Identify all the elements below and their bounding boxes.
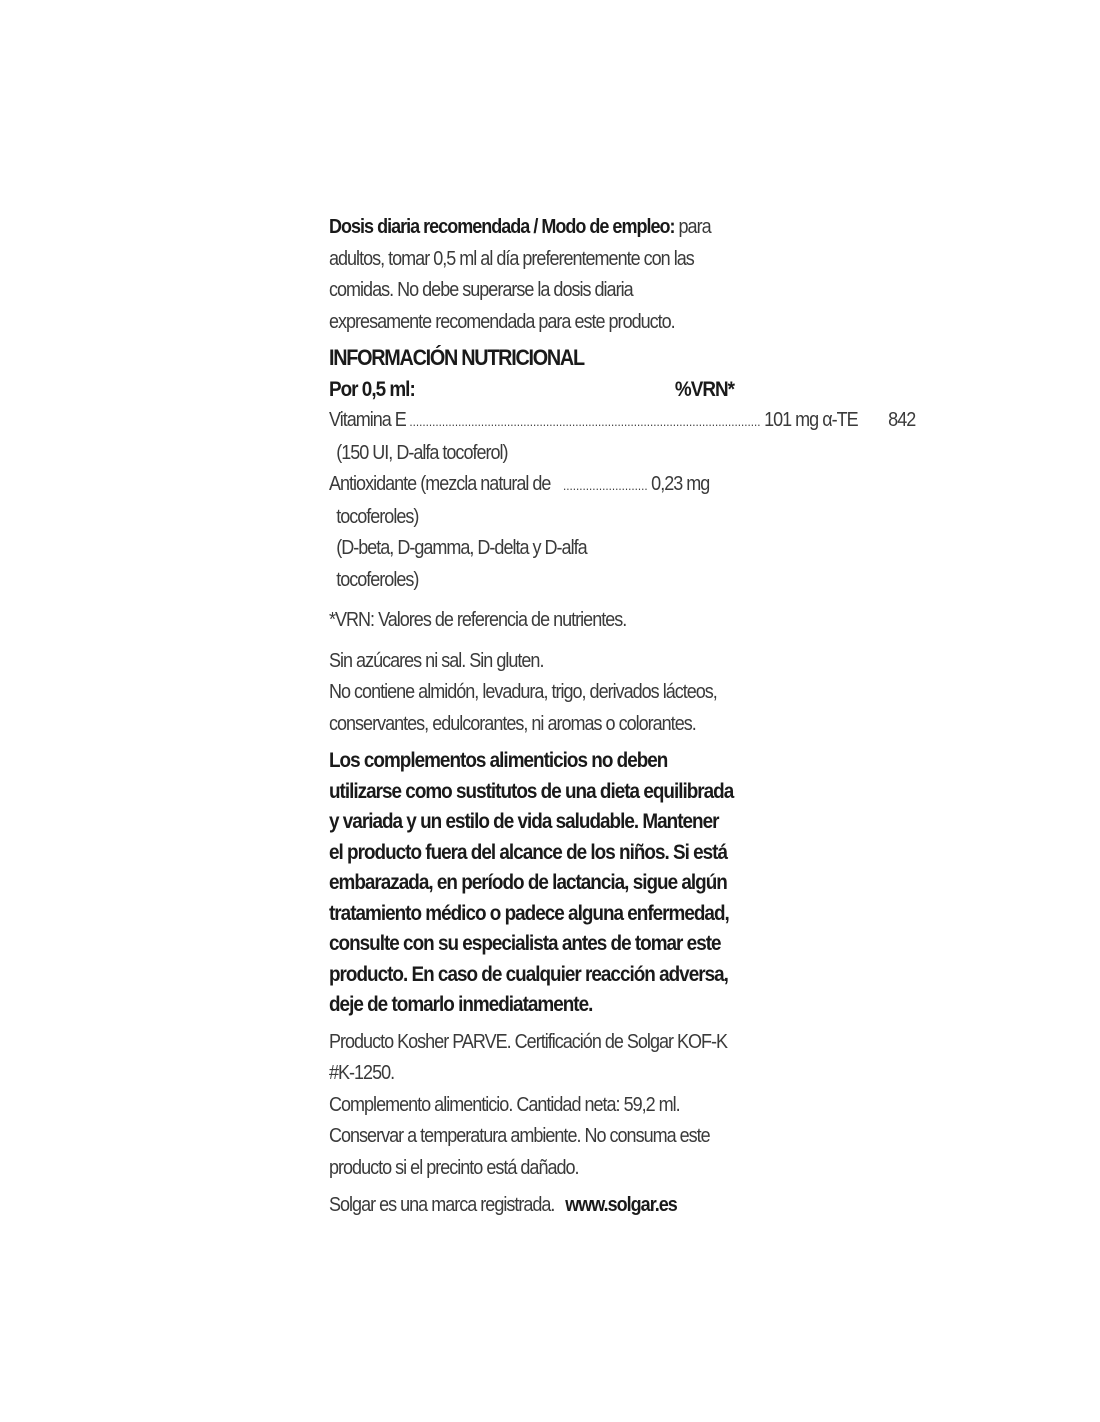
nutrient-subline: (150 UI, D-alfa tocoferol) — [336, 441, 508, 464]
nutrient-amount: 0,23 mg — [651, 473, 710, 495]
footer-line — [329, 1190, 734, 1222]
per-serving-label: Por 0,5 ml: — [329, 377, 415, 401]
vrn-footnote: *VRN: Valores de referencia de nutrientes. — [329, 609, 627, 631]
kosher-text: Producto Kosher PARVE. Certificación de Solgar KOF-K #K-1250. — [329, 1030, 728, 1084]
nutrient-name: Vitamina E — [329, 409, 406, 431]
free-from-line-1: Sin azúcares ni sal. Sin gluten. — [329, 649, 544, 672]
nutrient-subline: tocoferoles) — [336, 505, 419, 528]
dosage-heading: Dosis diaria recomendada / Modo de empleo: — [329, 216, 675, 238]
warning-text: Los complementos alimenticios no deben utilizarse como sustitutos de una dieta equilibrada y variada y un estilo de vida saludable. Mantener el producto fuera del alcance de los niños. Si está embarazada, en período de lactancia, sigue algún tratamiento médico o padece alguna enfermedad, consulte con su especialista antes de tomar este producto. En caso de cualquier reacción adversa, deje de tomarlo inmediatamente. — [329, 749, 734, 1016]
dosage-text: para adultos, tomar 0,5 ml al día preferentemente con las comidas. No debe superarse la dosis diaria expresamente recomendada para este producto. — [329, 216, 711, 333]
dosage-paragraph — [329, 212, 734, 338]
trademark-text: Solgar es una marca registrada. — [329, 1194, 555, 1216]
nutrient-vrn: 842 — [888, 409, 916, 431]
product-label — [329, 212, 916, 1222]
nutrient-row-antioxidant — [329, 469, 734, 502]
free-from-line-2: No contiene almidón, levadura, trigo, derivados lácteos, conservantes, edulcorantes, ni aromas o colorantes. — [329, 681, 717, 735]
nutrient-row-vitamin-e — [329, 405, 916, 438]
net-content-text: Complemento alimenticio. Cantidad neta: 59,2 ml. — [329, 1093, 680, 1116]
leader-dots: .......................... — [563, 478, 648, 493]
vrn-header: %VRN* — [674, 377, 734, 401]
nutrient-subline: tocoferoles) — [336, 568, 419, 591]
storage-text: Conservar a temperatura ambiente. No consuma este producto si el precinto está dañado. — [329, 1125, 710, 1179]
website-link: www.solgar.es — [565, 1194, 677, 1216]
nutrition-header-row — [329, 374, 734, 406]
nutrient-name: Antioxidante (mezcla natural de — [329, 473, 551, 495]
leader-dots: ............................................................................................................ — [409, 414, 761, 429]
nutrition-title: INFORMACIÓN NUTRICIONAL — [329, 345, 584, 370]
nutrient-subline: (D-beta, D-gamma, D-delta y D-alfa — [336, 537, 587, 559]
nutrient-amount: 101 mg α-TE — [764, 409, 858, 431]
